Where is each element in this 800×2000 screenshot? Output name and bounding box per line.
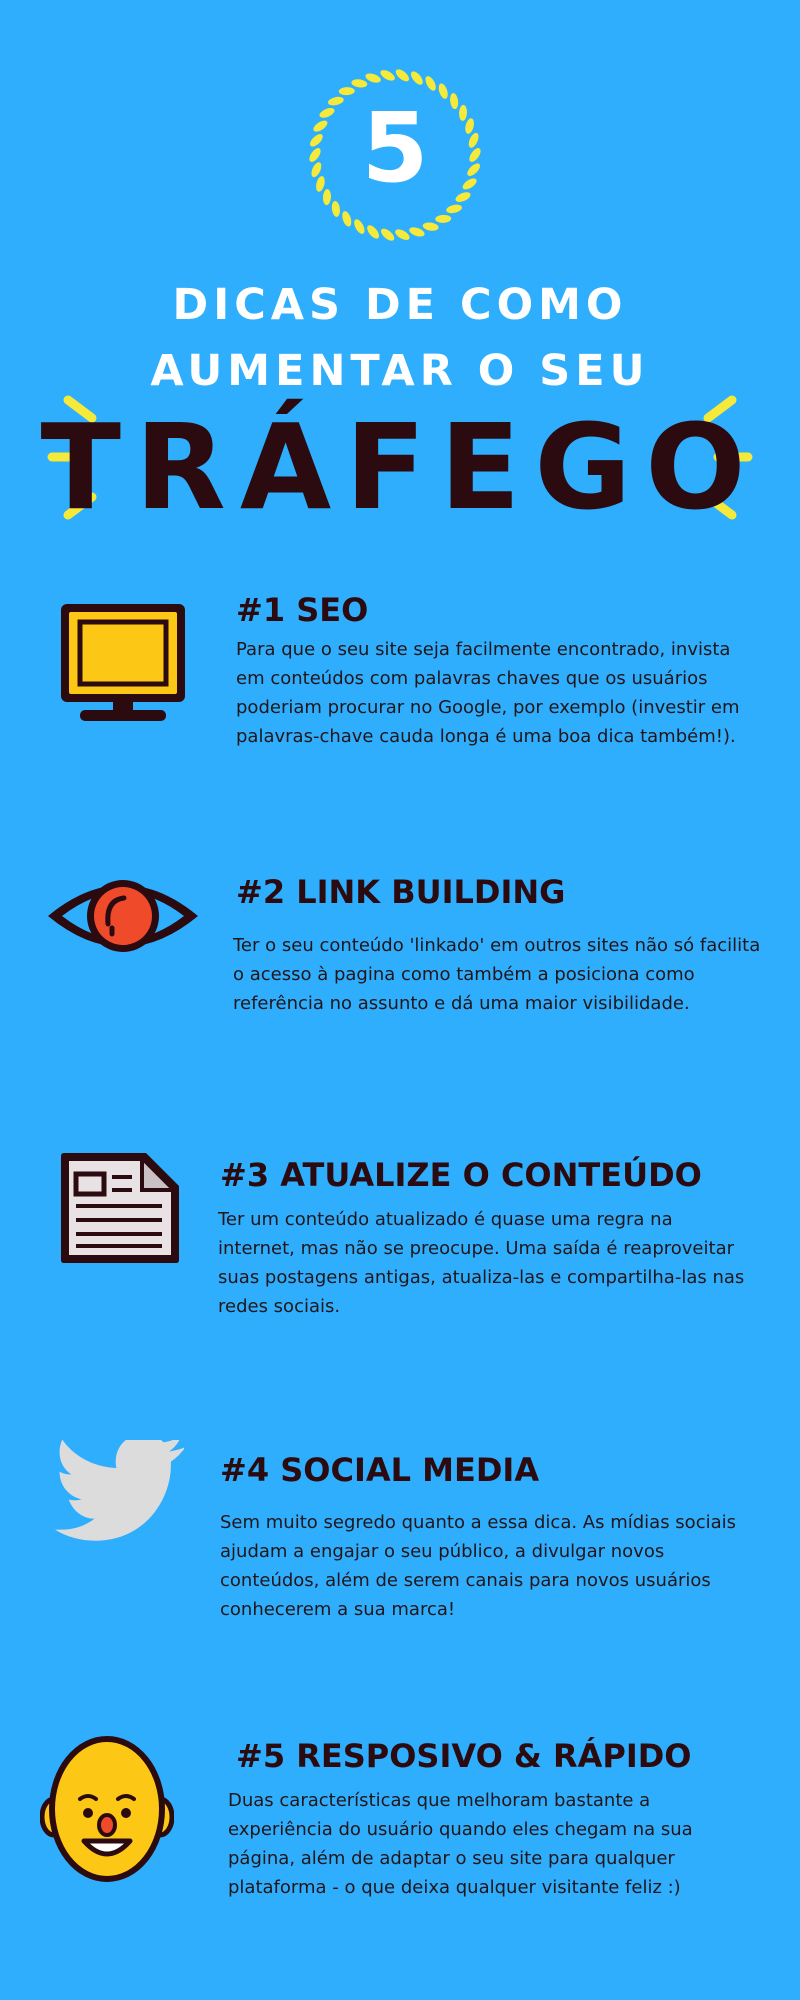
monitor-icon: [58, 600, 188, 725]
eye-icon: [44, 866, 202, 966]
title-line-1: DICAS DE COMO: [172, 280, 628, 330]
tip-1-heading: #1 SEO: [236, 591, 369, 629]
tip-4-heading: #4 SOCIAL MEDIA: [220, 1451, 540, 1489]
smiley-face-icon: [40, 1735, 174, 1885]
badge-number: 5: [361, 92, 429, 204]
tip-1-body: Para que o seu site seja facilmente encontrado, invista em conteúdos com palavras chaves que os usuários poderiam procurar no Google, por exemplo (investir em palavras-chave cauda longa é uma boa dica também!).: [236, 639, 740, 747]
tip-4-body: Sem muito segredo quanto a essa dica. As mídias sociais ajudam a engajar o seu público, a divulgar novos conteúdos, além de serem canais para novos usuários conhecerem a sua marca!: [220, 1512, 737, 1620]
document-icon: [58, 1150, 182, 1266]
title-line-2: AUMENTAR O SEU: [150, 346, 650, 396]
tip-5-body: Duas características que melhoram bastante a experiência do usuário quando eles chegam na sua página, além de adaptar o seu site para qualquer plataforma - o que deixa qualquer visitante feliz :): [228, 1790, 693, 1898]
tip-3-body: Ter um conteúdo atualizado é quase uma regra na internet, mas não se preocupe. Uma saída é reaproveitar suas postagens antigas, atualiza-las e compartilha-las nas redes sociais.: [218, 1209, 745, 1317]
bird-icon: [52, 1440, 184, 1552]
page-title: TRÁFEGO: [40, 398, 760, 536]
tip-2-heading: #2 LINK BUILDING: [236, 873, 566, 911]
tip-2-body: Ter o seu conteúdo 'linkado' em outros sites não só facilita o acesso à pagina como também a posiciona como referência no assunto e dá uma maior visibilidade.: [233, 935, 761, 1014]
tip-3-heading: #3 ATUALIZE O CONTEÚDO: [220, 1156, 702, 1194]
tip-5-heading: #5 RESPOSIVO & RÁPIDO: [236, 1737, 692, 1775]
